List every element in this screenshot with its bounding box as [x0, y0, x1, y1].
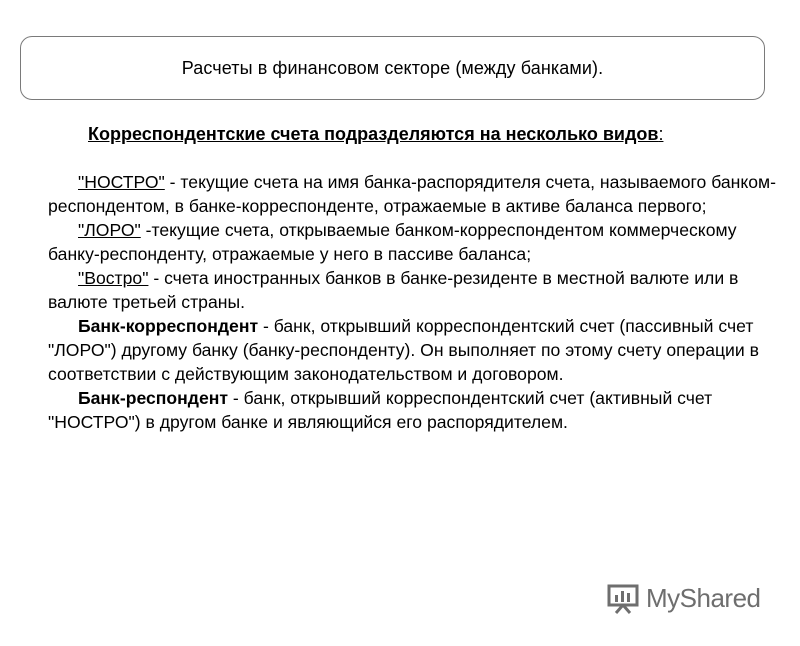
myshared-logo-text: MyShared: [646, 583, 761, 613]
section-heading: [88, 124, 663, 145]
page-title: Расчеты в финансовом секторе (между банками).: [181, 57, 604, 78]
myshared-logo: [606, 583, 761, 614]
term-vostro: "Востро": [78, 268, 149, 288]
presentation-board-icon: [606, 584, 640, 614]
term-correspondent-bank: Банк-корреспондент: [78, 316, 259, 336]
paragraph-nostro: [48, 170, 778, 218]
definition-vostro: - счета иностранных банков в банке-резиденте в местной валюте или в валюте третьей страны.: [48, 268, 739, 312]
paragraph-correspondent-bank: [48, 314, 778, 386]
definition-loro: -текущие счета, открываемые банком-корреспондентом коммерческому банку-респонденту, отражаемые у него в пассиве баланса;: [48, 220, 737, 264]
body-text: [48, 170, 778, 434]
term-loro: "ЛОРО": [78, 220, 141, 240]
paragraph-loro: [48, 218, 778, 266]
term-nostro: "НОСТРО": [78, 172, 165, 192]
section-heading-text: Корреспондентские счета подразделяются на несколько видов: [88, 124, 659, 144]
definition-nostro: - текущие счета на имя банка-распорядителя счета, называемого банком-респондентом, в банке-корреспонденте, отражаемые в активе баланса первого;: [48, 172, 777, 216]
title-box: [20, 36, 765, 100]
term-respondent-bank: Банк-респондент: [78, 388, 229, 408]
section-heading-colon: :: [658, 124, 664, 144]
definition-respondent-bank: - банк, открывший корреспондентский счет (активный счет "НОСТРО") в другом банке и являющийся его распорядителем.: [48, 388, 713, 432]
paragraph-vostro: [48, 266, 778, 314]
paragraph-respondent-bank: [48, 386, 778, 434]
definition-correspondent-bank: - банк, открывший корреспондентский счет (пассивный счет "ЛОРО") другому банку (банку-респонденту). Он выполняет по этому счету операции в соответствии с действующим законодательством и договором.: [48, 316, 759, 384]
